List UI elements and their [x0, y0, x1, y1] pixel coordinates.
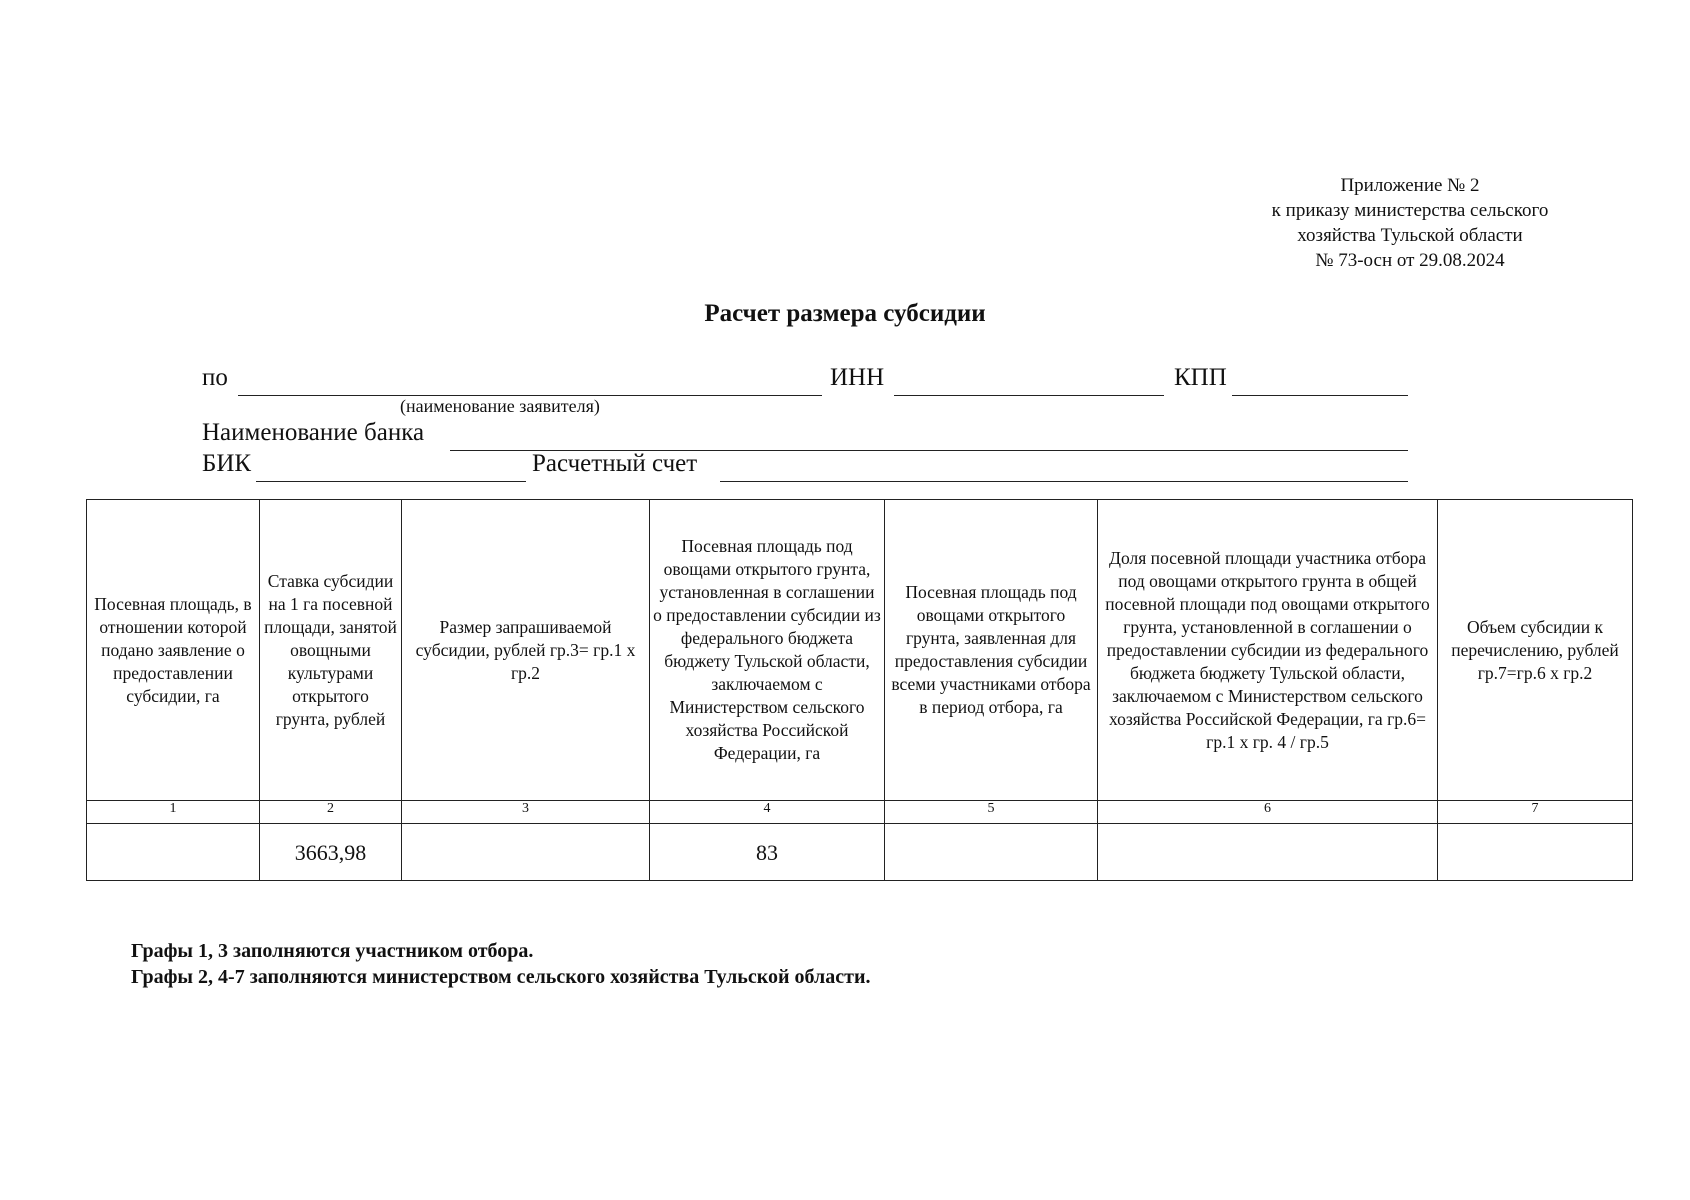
- appendix-block: [1190, 173, 1630, 273]
- document-title: Расчет размера субсидии: [704, 300, 986, 327]
- inn-field[interactable]: [894, 395, 1164, 396]
- column-number: 4: [650, 801, 885, 824]
- subsidy-table: [86, 499, 1633, 881]
- bank-line: [202, 419, 1412, 453]
- value-cell-agreement-area: 83: [650, 824, 885, 881]
- inn-label: ИНН: [830, 364, 885, 391]
- table-header-row: [87, 500, 1633, 801]
- applicant-line: [202, 364, 1412, 398]
- value-cell-volume: [1438, 824, 1633, 881]
- header-cell: Доля посевной площади участника отбора под овощами открытого грунта в общей посевной площади под овощами открытого грунта, установленной в соглашении о предоставлении субсидии из федерального бюджета бюджету Тульской области, заключаемом с Министерством сельского хозяйства Российской Федерации, га гр.6= гр.1 x гр. 4 / гр.5: [1098, 500, 1438, 801]
- applicant-hint: (наименование заявителя): [400, 396, 600, 416]
- value-cell-area[interactable]: [87, 824, 260, 881]
- value-cell-rate: 3663,98: [260, 824, 402, 881]
- bank-label: Наименование банка: [202, 419, 425, 446]
- header-cell: Посевная площадь, в отношении которой подано заявление о предоставлении субсидии, га: [87, 500, 260, 801]
- column-number: 3: [402, 801, 650, 824]
- value-cell-declared-area: [885, 824, 1098, 881]
- column-number: 7: [1438, 801, 1633, 824]
- bik-line: [202, 450, 1412, 484]
- value-cell-share: [1098, 824, 1438, 881]
- appendix-line: к приказу министерства сельского: [1271, 200, 1549, 221]
- account-field[interactable]: [720, 481, 1408, 482]
- appendix-line: хозяйства Тульской области: [1297, 225, 1523, 246]
- appendix-line: Приложение № 2: [1340, 175, 1480, 196]
- account-label: Расчетный счет: [532, 450, 698, 477]
- header-cell: Объем субсидии к перечислению, рублей гр.7=гр.6 x гр.2: [1438, 500, 1633, 801]
- kpp-label: КПП: [1174, 364, 1227, 391]
- header-cell: Ставка субсидии на 1 га посевной площади, занятой овощными культурами открытого грунта, рублей: [260, 500, 402, 801]
- value-cell-requested[interactable]: [402, 824, 650, 881]
- bik-field[interactable]: [256, 481, 526, 482]
- column-number: 6: [1098, 801, 1438, 824]
- column-number: 5: [885, 801, 1098, 824]
- header-cell: Размер запрашиваемой субсидии, рублей гр.3= гр.1 x гр.2: [402, 500, 650, 801]
- table-row: [87, 824, 1633, 881]
- bik-label: БИК: [202, 450, 252, 477]
- note-line: Графы 2, 4-7 заполняются министерством сельского хозяйства Тульской области.: [131, 966, 871, 988]
- po-label: по: [202, 364, 228, 391]
- column-number: 1: [87, 801, 260, 824]
- notes-block: [131, 938, 870, 990]
- appendix-line: № 73-осн от 29.08.2024: [1315, 250, 1505, 271]
- header-cell: Посевная площадь под овощами открытого грунта, установленная в соглашении о предоставлении субсидии из федерального бюджета бюджету Тульской области, заключаемом с Министерством сельского хозяйства Российской Федерации, га: [650, 500, 885, 801]
- note-line: Графы 1, 3 заполняются участником отбора.: [131, 940, 534, 962]
- kpp-field[interactable]: [1232, 395, 1408, 396]
- column-number-row: [87, 801, 1633, 824]
- header-cell: Посевная площадь под овощами открытого грунта, заявленная для предоставления субсидии всеми участниками отбора в период отбора, га: [885, 500, 1098, 801]
- column-number: 2: [260, 801, 402, 824]
